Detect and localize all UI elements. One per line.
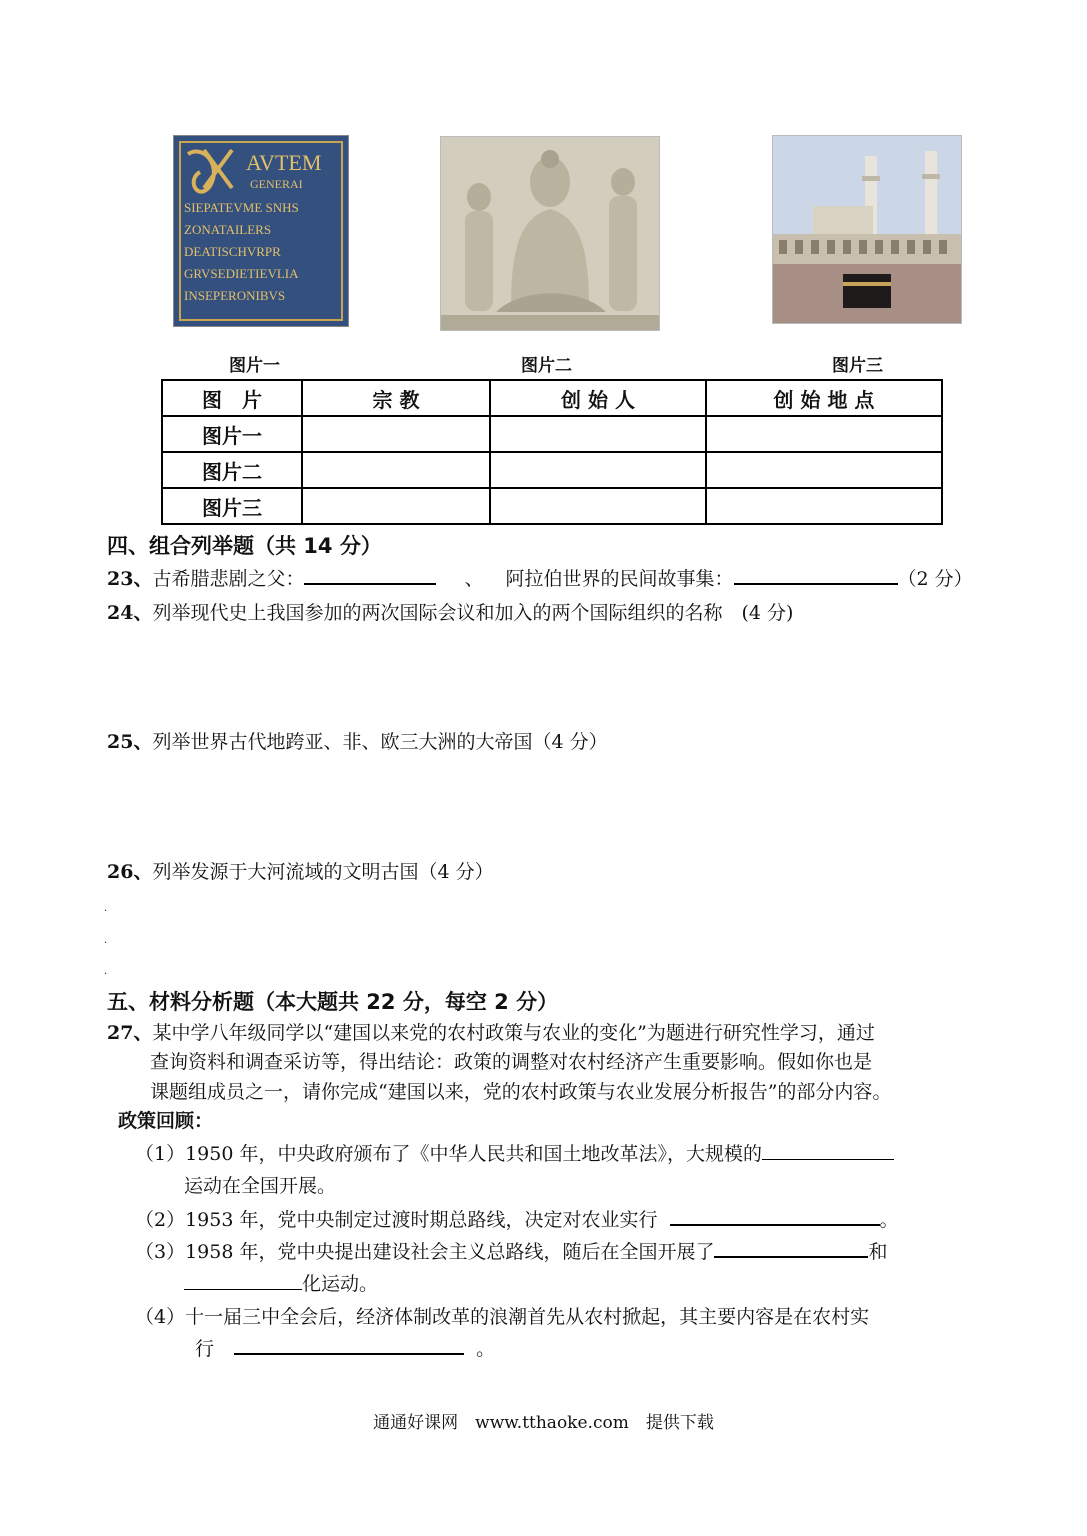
question-27 (107, 1018, 875, 1045)
question-25 (107, 727, 608, 754)
manuscript-line: GENERAI (250, 177, 303, 191)
item-1-line: 运动在全国开展。 (184, 1175, 337, 1197)
stray-dot: . (104, 935, 108, 946)
question-text: 阿拉伯世界的民间故事集： (505, 568, 734, 590)
manuscript-line: DEATISCHVRPR (184, 244, 281, 259)
picture-one-manuscript (173, 135, 349, 327)
table-cell[interactable] (302, 488, 490, 524)
item-2 (135, 1205, 899, 1232)
table-cell[interactable] (302, 416, 490, 452)
item-end: 。 (879, 1209, 899, 1231)
question-26 (107, 857, 494, 884)
table-cell[interactable] (490, 452, 706, 488)
manuscript-line: SIEPATEVME SNHS (184, 200, 299, 215)
picture-two-caption: 图片二 (521, 356, 572, 376)
table-row-label: 图片一 (162, 416, 302, 452)
question-24 (107, 598, 793, 625)
question-text: 列举现代史上我国参加的两次国际会议和加入的两个国际组织的名称 (4 分) (152, 602, 794, 624)
table-cell[interactable] (302, 452, 490, 488)
question-23 (107, 564, 973, 591)
question-27-line: 课题组成员之一，请你完成“建国以来，党的农村政策与农业发展分析报告”的部分内容。 (150, 1081, 892, 1103)
section-five-title: 五、材料分析题（本大题共 22 分，每空 2 分） (107, 990, 559, 1014)
question-text: 古希腊悲剧之父： (152, 568, 305, 590)
separator: 、 (464, 568, 484, 590)
item-text: （3）1958 年，党中央提出建设社会主义总路线，随后在全国开展了 (135, 1241, 715, 1263)
score-label: （2 分） (897, 568, 973, 590)
item-text: （1）1950 年，中央政府颁布了《中华人民共和国土地改革法》，大规模的 (135, 1143, 762, 1165)
stray-dot: . (104, 903, 108, 914)
religion-table (161, 379, 943, 525)
answer-blank[interactable] (762, 1141, 894, 1160)
stray-dot: . (104, 966, 108, 977)
question-number: 27、 (107, 1022, 153, 1044)
table-header: 创 始 地 点 (706, 380, 942, 416)
table-row-label: 图片二 (162, 452, 302, 488)
section-four-title: 四、组合列举题（共 14 分） (107, 534, 382, 558)
picture-one-caption: 图片一 (229, 356, 280, 376)
buddha-relief-image (441, 137, 659, 330)
question-text: 列举世界古代地跨亚、非、欧三大洲的大帝国（4 分） (152, 731, 608, 753)
table-header: 宗 教 (302, 380, 490, 416)
table-header: 图 片 (162, 380, 302, 416)
item-text: 化运动。 (302, 1273, 379, 1295)
manuscript-line: INSEPERONIBVS (184, 288, 286, 303)
answer-blank[interactable] (670, 1206, 880, 1226)
question-27-line: 查询资料和调查采访等，得出结论：政策的调整对农村经济产生重要影响。假如你也是 (150, 1051, 873, 1073)
manuscript-image (174, 136, 348, 326)
table-cell[interactable] (706, 452, 942, 488)
item-and: 和 (868, 1241, 888, 1263)
item-text: 行 (195, 1338, 215, 1360)
question-text: 列举发源于大河流域的文明古国（4 分） (152, 861, 494, 883)
question-number: 23、 (107, 568, 153, 590)
answer-blank[interactable] (734, 565, 898, 585)
item-1 (135, 1139, 894, 1166)
item-end: 。 (476, 1338, 496, 1360)
picture-two-buddha-relief (440, 136, 660, 331)
answer-blank[interactable] (714, 1238, 868, 1258)
question-number: 25、 (107, 731, 153, 753)
table-cell[interactable] (706, 416, 942, 452)
table-cell[interactable] (490, 488, 706, 524)
manuscript-line: ZONATAILERS (184, 222, 272, 237)
policy-review-title: 政策回顾： (118, 1110, 214, 1132)
question-number: 24、 (107, 602, 153, 624)
table-header: 创 始 人 (490, 380, 706, 416)
item-3 (135, 1237, 888, 1264)
item-3-line (184, 1269, 378, 1296)
manuscript-line: AVTEM (246, 150, 322, 175)
manuscript-line: GRVSEDIETIEVLIA (184, 266, 299, 281)
picture-three-mosque (772, 135, 962, 324)
answer-blank[interactable] (304, 565, 436, 585)
table-cell[interactable] (706, 488, 942, 524)
table-cell[interactable] (490, 416, 706, 452)
answer-blank[interactable] (234, 1335, 464, 1355)
picture-three-caption: 图片三 (832, 356, 883, 376)
item-text: （2）1953 年，党中央制定过渡时期总路线，决定对农业实行 (135, 1209, 658, 1231)
answer-blank[interactable] (184, 1271, 302, 1290)
footer: 通通好课网 www.tthaoke.com 提供下载 (373, 1413, 714, 1433)
table-row-label: 图片三 (162, 488, 302, 524)
question-number: 26、 (107, 861, 153, 883)
item-4-line (195, 1334, 495, 1361)
question-text: 某中学八年级同学以“建国以来党的农村政策与农业的变化”为题进行研究性学习，通过 (152, 1022, 875, 1044)
mosque-image (773, 136, 961, 323)
item-4: （4）十一届三中全会后，经济体制改革的浪潮首先从农村掀起，其主要内容是在农村实 (135, 1306, 870, 1328)
